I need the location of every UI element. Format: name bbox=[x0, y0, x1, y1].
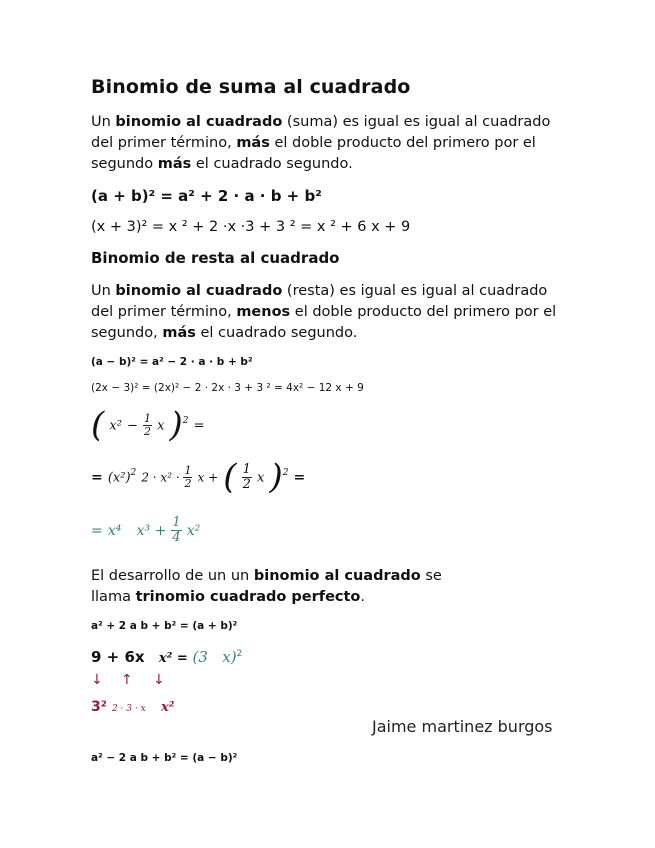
fraction: $\frac{1}{4}$ bbox=[172, 515, 181, 545]
fraction: $\frac{1}{2}$ bbox=[242, 461, 251, 492]
example-suma: (x + 3)² = x ² + 2 ·x ·3 + 3 ² = x ² + 6 x + 9 bbox=[91, 219, 411, 235]
subtitle-resta: Binomio de resta al cuadrado bbox=[91, 249, 340, 267]
right-paren: ) bbox=[169, 405, 183, 445]
handwritten-trinomio bbox=[91, 648, 571, 728]
formula-suma: (a + b)² = a² + 2 · a · b + b² bbox=[91, 187, 322, 205]
fraction: $\frac{1}{2}$ bbox=[184, 463, 192, 490]
trinomio-line-1: 9 + 6x x² = (3 x)$^2$ bbox=[91, 648, 243, 666]
formula-trinomio-suma: a² + 2 a b + b² = (a + b)² bbox=[91, 620, 238, 632]
page-title: Binomio de suma al cuadrado bbox=[91, 76, 411, 98]
right-paren: ) bbox=[269, 457, 283, 497]
left-paren: ( bbox=[91, 405, 105, 445]
trinomio-paragraph: El desarrollo de un un binomio al cuadrado se llama trinomio cuadrado perfecto. bbox=[91, 568, 442, 605]
arrow-down-icon: ↓ bbox=[91, 672, 103, 688]
trinomio-line-3: 3² 2 · 3 · x x² bbox=[91, 699, 175, 715]
handwritten-equation-3: = x⁴ x³ + $\frac{1}{4}$ x² bbox=[91, 515, 201, 545]
handwritten-equation-2: = $(x^2)^2$ 2 · x² · $\frac{1}{2}$ x + ( $\frac{1}{2}$ x )$^2$ = bbox=[91, 457, 306, 497]
arrow-up-icon: ↑ bbox=[121, 672, 133, 688]
fraction: $\frac{1}{2}$ bbox=[144, 411, 151, 438]
example-resta: (2x − 3)² = (2x)² − 2 · 2x · 3 + 3 ² = 4x² − 12 x + 9 bbox=[91, 382, 364, 394]
handwritten-equation-1: ( x² − $\frac{1}{2}$ x )$^2$ = bbox=[91, 405, 205, 445]
intro-suma-paragraph: Un binomio al cuadrado (suma) es igual es igual al cuadrado del primer término, más el doble producto del primero por el segundo más el cuadrado segundo. bbox=[91, 114, 551, 172]
formula-trinomio-resta: a² − 2 a b + b² = (a − b)² bbox=[91, 752, 238, 764]
arrow-down-icon: ↓ bbox=[153, 672, 165, 688]
left-paren: ( bbox=[223, 457, 237, 497]
formula-resta: (a − b)² = a² − 2 · a · b + b² bbox=[91, 356, 253, 368]
author-signature: Jaime martinez burgos bbox=[372, 717, 553, 736]
trinomio-arrows bbox=[91, 672, 571, 696]
intro-resta-paragraph: Un binomio al cuadrado (resta) es igual es igual al cuadrado del primer término, menos el doble producto del primero por el segundo, más el cuadrado segundo. bbox=[91, 283, 557, 341]
document-body bbox=[91, 76, 571, 728]
